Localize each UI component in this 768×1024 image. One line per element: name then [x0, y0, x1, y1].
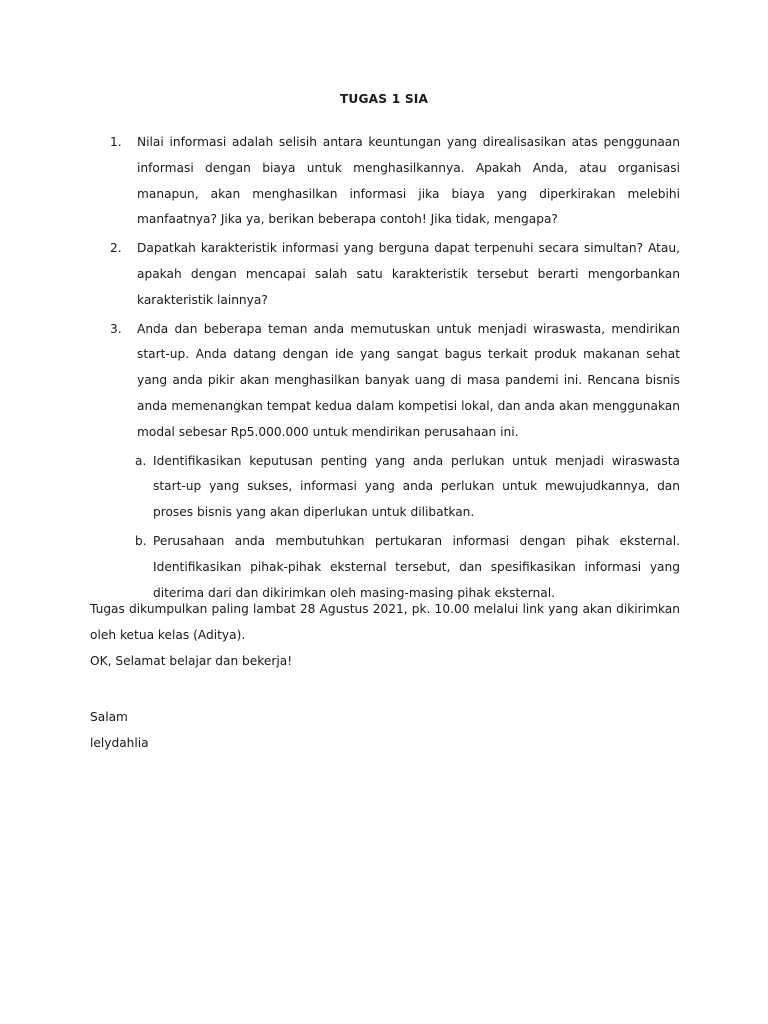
signature-name: lelydahlia [90, 736, 149, 750]
question-number: 1. [110, 135, 122, 149]
sub-question-letter: b. [135, 533, 147, 548]
sub-question-text: Perusahaan anda membutuhkan pertukaran informasi dengan pihak eksternal. Identifikasikan pihak-pihak eksternal tersebut, dan spesifikasikan informasi yang diterima dari dan dikirimkan oleh masing-masing pihak eksternal. [153, 533, 680, 600]
question-item [90, 130, 680, 233]
deadline-note: Tugas dikumpulkan paling lambat 28 Agustus 2021, pk. 10.00 melalui link yang akan dikirimkan oleh ketua kelas (Aditya). [90, 602, 680, 642]
sub-question-list [137, 449, 680, 607]
document-title: TUGAS 1 SIA [339, 92, 429, 106]
question-list [90, 130, 680, 609]
sub-question-text: Identifikasikan keputusan penting yang anda perlukan untuk menjadi wiraswasta start-up yang sukses, informasi yang anda perlukan untuk mewujudkannya, dan proses bisnis yang akan diperlukan untuk dilibatkan. [153, 453, 680, 520]
question-text: Nilai informasi adalah selisih antara keuntungan yang direalisasikan atas penggunaan informasi dengan biaya untuk menghasilkannya. Apakah Anda, atau organisasi manapun, akan menghasilkan informasi jika biaya yang diperkirakan melebihi manfaatnya? Jika ya, berikan beberapa contoh! Jika tidak, mengapa? [137, 135, 680, 227]
question-text: Dapatkah karakteristik informasi yang berguna dapat terpenuhi secara simultan? Atau, apakah dengan mencapai salah satu karakteristik tersebut berarti mengorbankan karakteristik lainnya? [137, 241, 680, 307]
sub-question-item [137, 449, 680, 526]
signature-greeting: Salam [90, 710, 128, 724]
closing-note: OK, Selamat belajar dan bekerja! [90, 653, 293, 668]
question-number: 2. [110, 241, 122, 256]
sub-question-item [137, 529, 680, 606]
signature-block [90, 704, 149, 756]
question-item [90, 236, 680, 313]
sub-question-letter: a. [135, 453, 147, 468]
question-item [90, 317, 680, 607]
question-text: Anda dan beberapa teman anda memutuskan untuk menjadi wiraswasta, mendirikan start-up. Anda datang dengan ide yang sangat bagus terkait produk makanan sehat yang anda pikir akan menghasilkan banyak uang di masa pandemi ini. Rencana bisnis anda memenangkan tempat kedua dalam kompetisi lokal, dan anda akan menggunakan modal sebesar Rp5.000.000 untuk mendirikan perusahaan ini. [137, 321, 680, 439]
question-number: 3. [110, 321, 122, 336]
instructions-footer [90, 597, 680, 674]
